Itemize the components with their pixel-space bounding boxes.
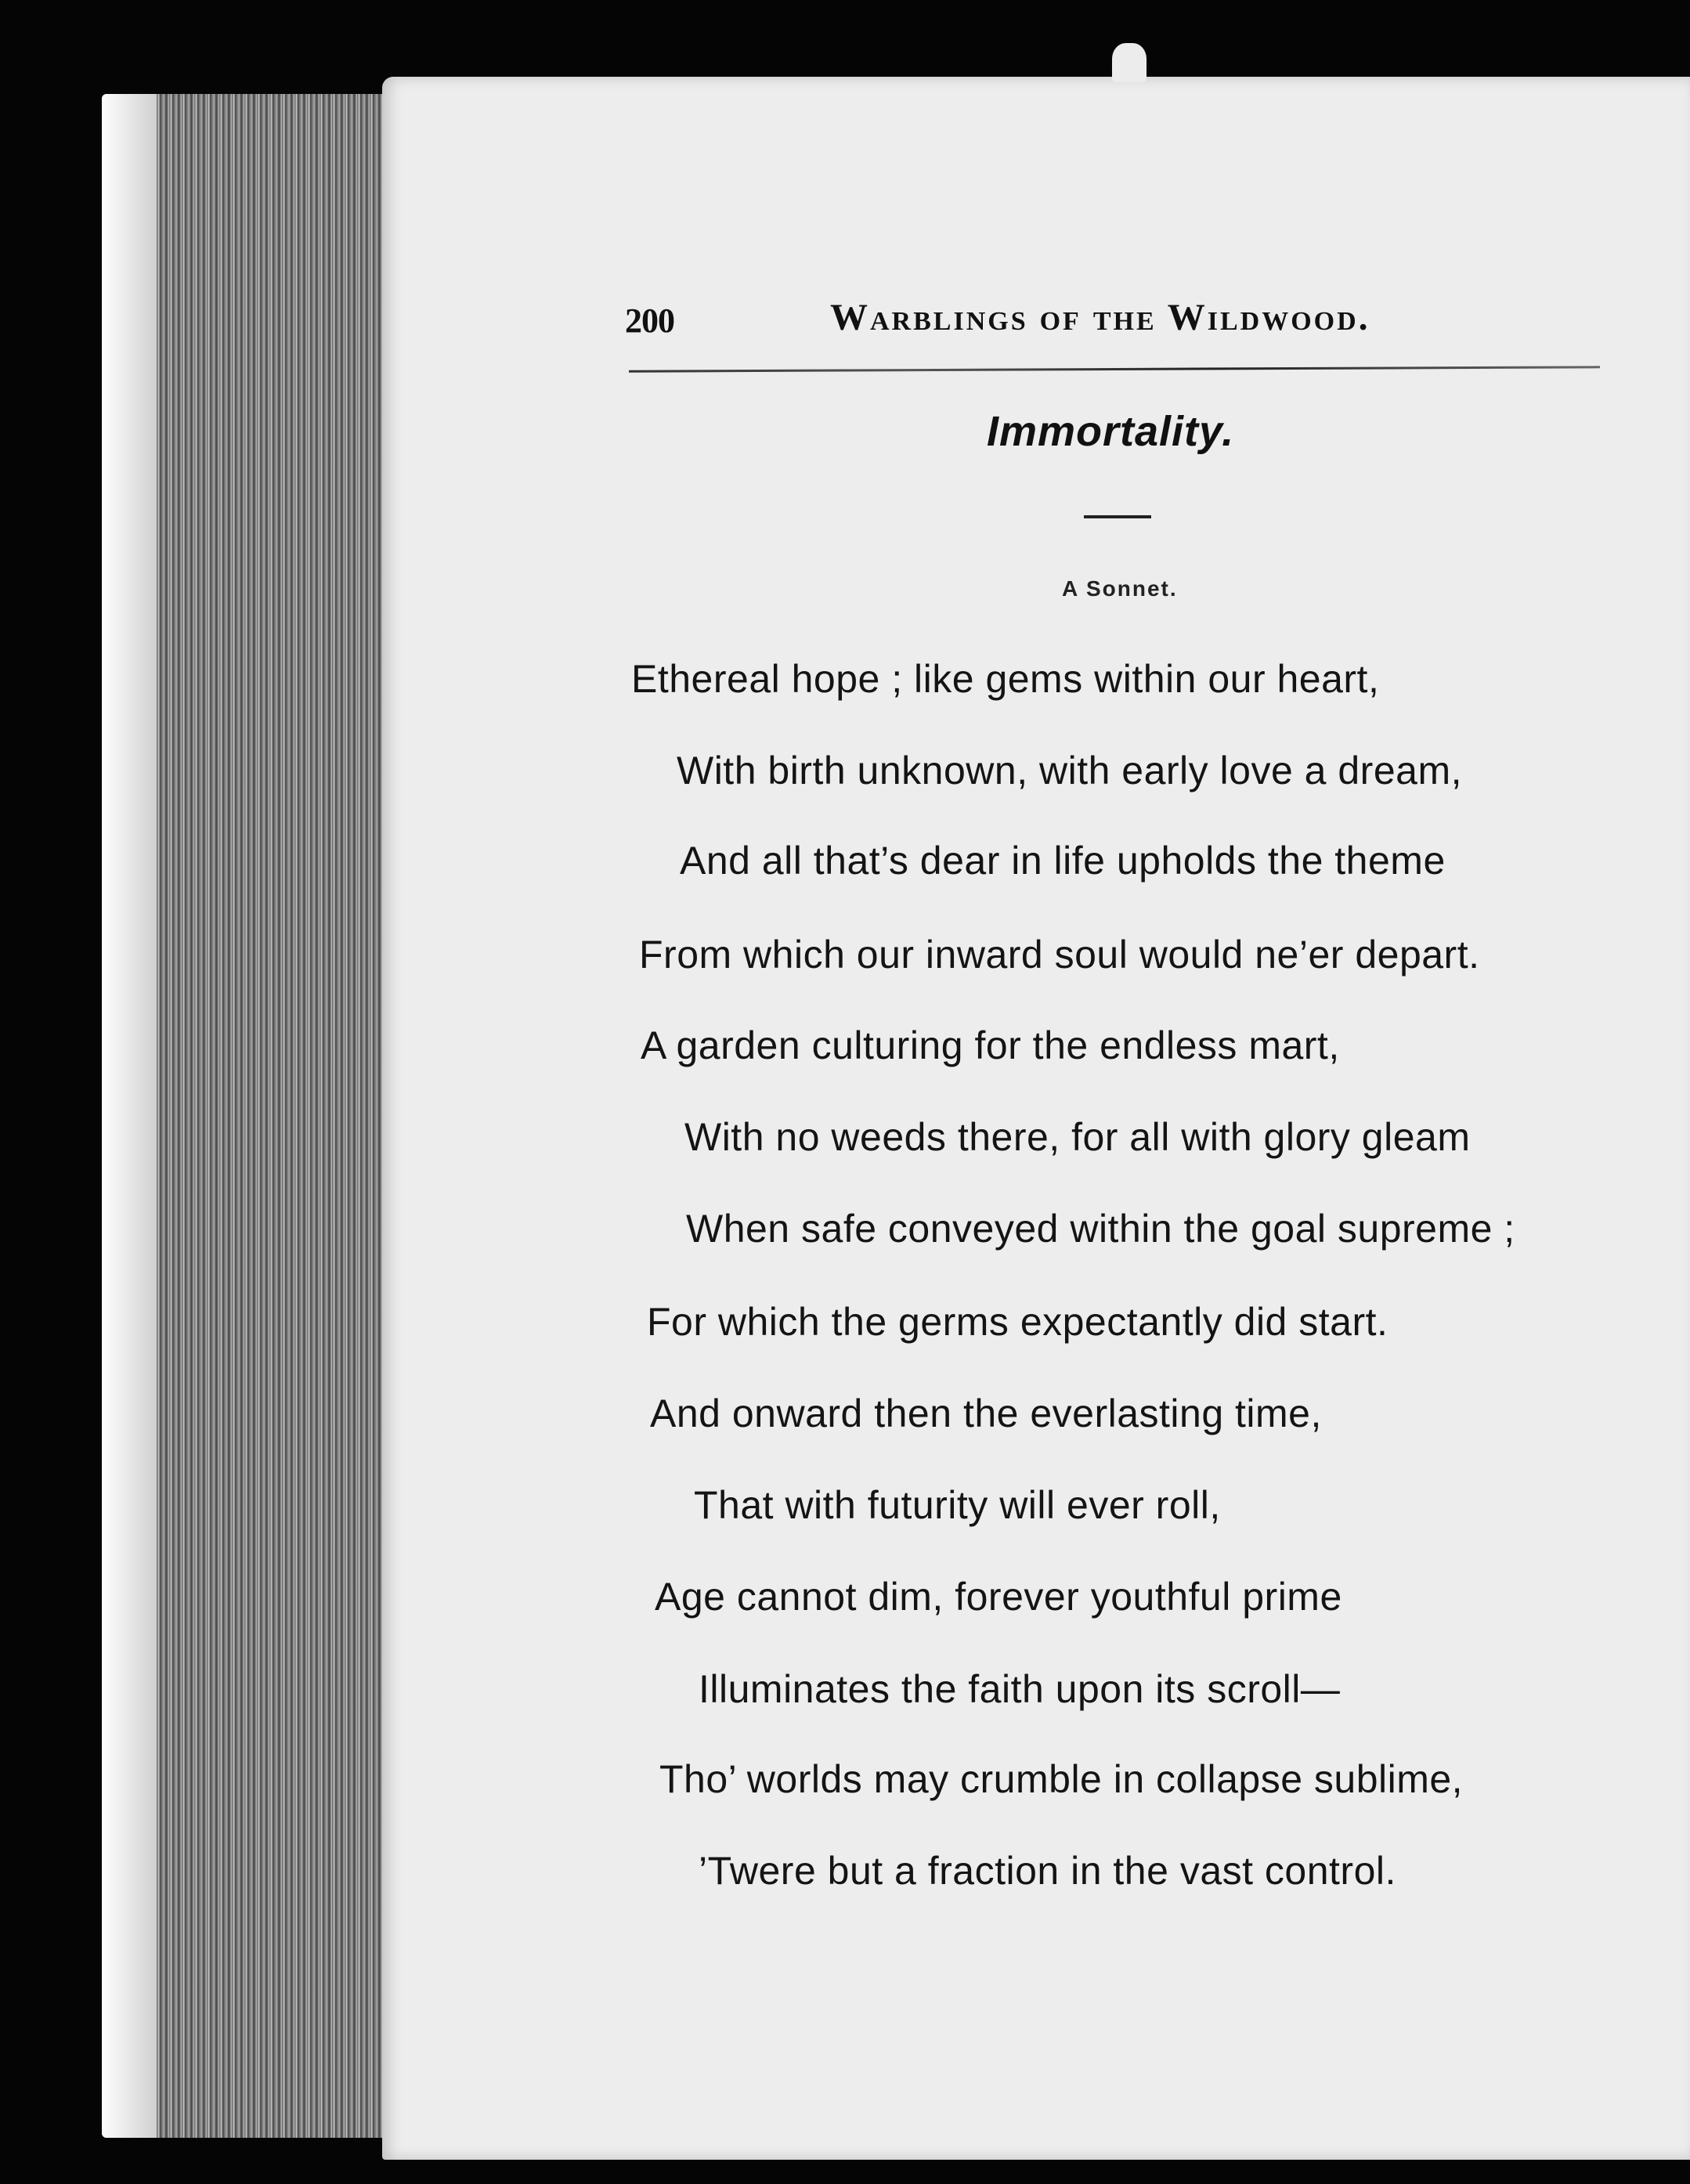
poem-line: From which our inward soul would ne’er depart. <box>639 933 1480 976</box>
poem-line: And onward then the everlasting time, <box>650 1392 1322 1435</box>
poem-line: ’Twere but a fraction in the vast control. <box>699 1849 1396 1893</box>
book-page-edges <box>102 94 399 2138</box>
poem-line: And all that’s dear in life upholds the theme <box>680 839 1446 883</box>
running-title: Warblings of the Wildwood. <box>830 297 1370 338</box>
poem-line: Ethereal hope ; like gems within our heart, <box>631 657 1380 701</box>
page-number: 200 <box>625 301 674 340</box>
poem-line: That with futurity will ever roll, <box>694 1483 1221 1527</box>
poem-subtitle: A Sonnet. <box>1062 576 1178 601</box>
poem-line: A garden culturing for the endless mart, <box>641 1023 1340 1067</box>
poem-line: Illuminates the faith upon its scroll— <box>699 1667 1341 1711</box>
poem-title: Immortality. <box>987 408 1235 455</box>
title-rule <box>1084 515 1151 518</box>
running-header <box>625 291 1596 346</box>
poem-line: When safe conveyed within the goal supreme ; <box>686 1207 1515 1251</box>
paper-tab <box>1112 43 1147 82</box>
poem-line: With birth unknown, with early love a dream, <box>677 749 1462 792</box>
poem-line: Age cannot dim, forever youthful prime <box>655 1575 1342 1619</box>
poem-line: Tho’ worlds may crumble in collapse sublime, <box>659 1757 1464 1801</box>
poem-line: For which the germs expectantly did start. <box>647 1300 1388 1344</box>
poem-line: With no weeds there, for all with glory gleam <box>684 1115 1471 1159</box>
